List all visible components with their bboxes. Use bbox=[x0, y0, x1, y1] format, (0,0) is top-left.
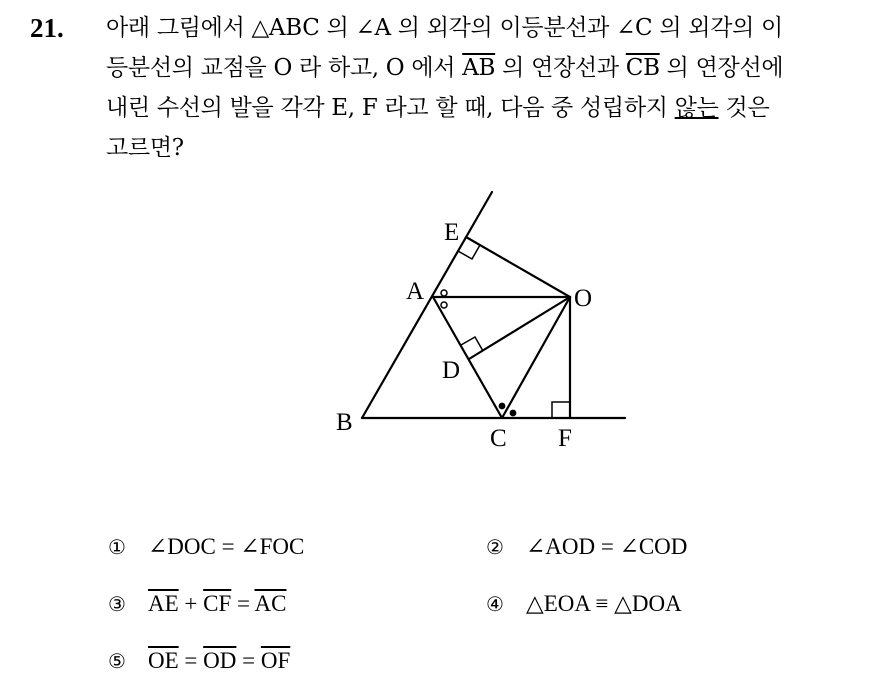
choice-2-expression bbox=[526, 534, 687, 559]
right-angle-mark-f bbox=[552, 402, 570, 418]
choice-1-expression bbox=[148, 534, 304, 559]
question-line-3-run-1: 않는 bbox=[674, 95, 719, 121]
choice-5[interactable] bbox=[108, 646, 290, 676]
choice-5-run-3: = bbox=[236, 648, 261, 673]
question-line-1-run-0: 아래 그림에서 △ABC 의 ∠A 의 외각의 이등분선과 ∠C 의 외각의 이 bbox=[106, 15, 783, 41]
question-line-4-run-0: 고르면? bbox=[106, 135, 184, 161]
choice-4-expression bbox=[526, 591, 682, 616]
label-o: O bbox=[574, 285, 593, 312]
geometry-figure bbox=[320, 180, 640, 460]
angle-mark-dot-right bbox=[510, 410, 517, 417]
question-line-3 bbox=[106, 88, 870, 128]
label-f: F bbox=[558, 425, 572, 452]
label-e: E bbox=[444, 219, 460, 246]
question-text bbox=[106, 8, 870, 168]
label-a: A bbox=[406, 278, 425, 305]
choice-5-run-1: = bbox=[178, 648, 204, 673]
question-line-2-run-4: 의 연장선에 bbox=[659, 55, 784, 81]
angle-mark-circle-lower bbox=[441, 302, 447, 308]
choice-2-run-0: ∠AOD = ∠COD bbox=[526, 534, 688, 559]
line-b-e-extended bbox=[362, 192, 492, 418]
choice-4[interactable] bbox=[486, 589, 682, 619]
choice-3-run-2: $\overline{CF}$ bbox=[203, 591, 232, 616]
question-line-2-run-0: 등분선의 교점을 O 라 하고, O 에서 bbox=[106, 55, 463, 81]
choice-1-number: ① bbox=[108, 535, 126, 559]
segment-d-o bbox=[469, 297, 570, 359]
segment-e-o bbox=[466, 237, 570, 297]
choice-3[interactable] bbox=[108, 589, 286, 619]
choice-5-expression bbox=[148, 648, 290, 673]
label-b: B bbox=[336, 409, 353, 436]
angle-mark-dot-left bbox=[499, 403, 506, 410]
segment-c-o bbox=[502, 297, 570, 418]
choice-1[interactable] bbox=[108, 532, 304, 562]
question-line-1 bbox=[106, 8, 870, 48]
question-line-2-run-2: 의 연장선과 bbox=[495, 55, 626, 81]
choice-5-run-2: $\overline{OD}$ bbox=[203, 648, 237, 673]
question-line-2-run-1: $\overline{AB}$ bbox=[462, 55, 496, 81]
question-number: 21. bbox=[30, 13, 64, 43]
choice-5-run-4: $\overline{OF}$ bbox=[260, 648, 291, 673]
question-line-2-run-3: $\overline{CB}$ bbox=[625, 55, 660, 81]
choice-3-run-4: $\overline{AC}$ bbox=[254, 591, 287, 616]
label-c: C bbox=[490, 425, 507, 452]
question-line-2 bbox=[106, 48, 870, 88]
choice-3-run-3: = bbox=[231, 591, 255, 616]
choice-3-number: ③ bbox=[108, 592, 126, 616]
right-angle-mark-d bbox=[461, 337, 483, 351]
choice-2-number: ② bbox=[486, 535, 504, 559]
choice-3-expression bbox=[148, 591, 286, 616]
question-line-3-run-0: 내린 수선의 발을 각각 E, F 라고 할 때, 다음 중 성립하지 bbox=[106, 95, 675, 121]
choice-1-run-0: ∠DOC = ∠FOC bbox=[148, 534, 305, 559]
choice-4-run-0: △EOA ≡ △DOA bbox=[526, 591, 682, 616]
label-d: D bbox=[442, 357, 461, 384]
choice-5-number: ⑤ bbox=[108, 649, 126, 673]
choice-4-number: ④ bbox=[486, 592, 504, 616]
choice-2[interactable] bbox=[486, 532, 687, 562]
question-line-4 bbox=[106, 128, 870, 168]
choice-3-run-0: $\overline{AE}$ bbox=[148, 591, 179, 616]
question-line-3-run-2: 것은 bbox=[718, 95, 770, 121]
choice-3-run-1: + bbox=[178, 591, 204, 616]
choice-5-run-0: $\overline{OE}$ bbox=[148, 648, 179, 673]
angle-mark-circle-upper bbox=[441, 290, 447, 296]
